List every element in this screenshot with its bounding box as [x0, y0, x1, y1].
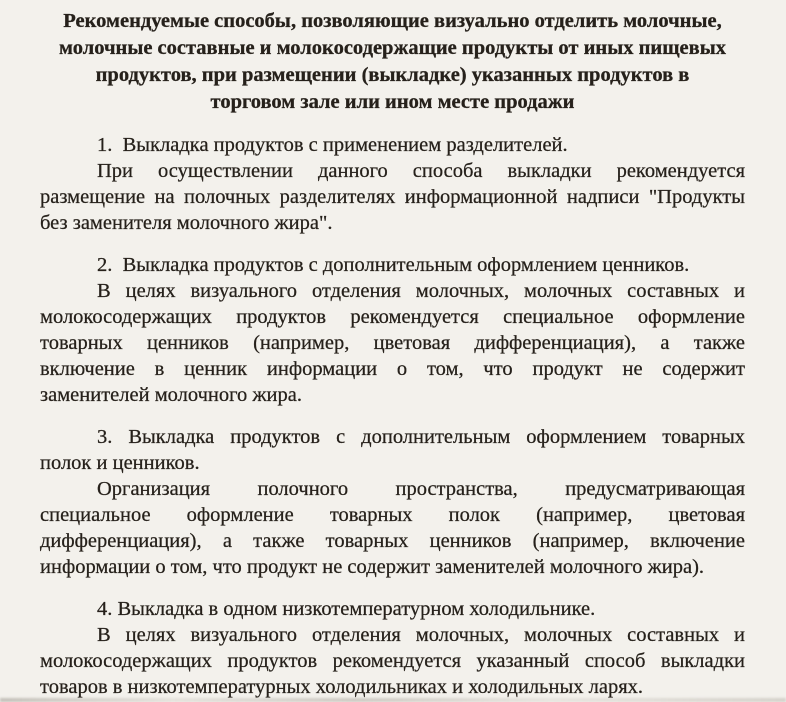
title-line-1: Рекомендуемые способы, позволяющие визуально отделить молочные,: [63, 10, 722, 32]
section-3-body-line-2: специальное оформление товарных полок (например, цветовая: [40, 504, 745, 526]
section-4-body-line-1: В целях визуального отделения молочных, молочных составных и: [97, 624, 745, 646]
section-3-heading-line-2: полок и ценников.: [40, 452, 200, 474]
document-sections: [40, 132, 745, 700]
section-2-heading-line-1: 2. Выкладка продуктов с дополнительным оформлением ценников.: [97, 254, 690, 276]
section-4-body-line-3: товаров в низкотемпературных холодильниках и холодильных ларях.: [40, 676, 644, 698]
section-1: [40, 132, 745, 236]
section-3-heading: [40, 424, 745, 476]
title-line-4: торговом зале или ином месте продажи: [210, 91, 575, 113]
section-4-heading-line-1: 4. Выкладка в одном низкотемпературном холодильнике.: [97, 598, 596, 620]
section-1-heading: [40, 132, 745, 158]
section-2-body-line-4: включение в ценник информации о том, что продукт не содержит: [40, 358, 745, 380]
section-1-body-line-1: При осуществлении данного способа выкладки рекомендуется: [97, 160, 745, 182]
section-2-body-line-5: заменителей молочного жира.: [40, 384, 303, 406]
title-line-3: продуктов, при размещении (выкладке) указанных продуктов в: [95, 64, 690, 86]
section-2-body-line-3: товарных ценников (например, цветовая дифференциация), а также: [40, 332, 745, 354]
section-2-body-line-1: В целях визуального отделения молочных, молочных составных и: [97, 280, 745, 302]
section-2-heading: [40, 252, 745, 278]
scan-artifact-bottom-edge: [0, 698, 786, 702]
section-3-heading-line-1: 3. Выкладка продуктов с дополнительным оформлением товарных: [97, 426, 745, 448]
section-4-heading: [40, 596, 745, 622]
section-4-body: [40, 622, 745, 700]
section-3-body: [40, 476, 745, 580]
section-3-body-line-3: дифференциация), а также товарных ценников (например, включение: [40, 530, 745, 552]
section-3-body-line-4: информации о том, что продукт не содержит заменителей молочного жира).: [40, 556, 705, 578]
section-1-body: [40, 158, 745, 236]
section-1-heading-line-1: 1. Выкладка продуктов с применением разделителей.: [97, 134, 568, 156]
section-3-body-line-1: Организация полочного пространства, предусматривающая: [97, 478, 745, 500]
title-line-2: молочные составные и молокосодержащие продукты от иных пищевых: [59, 37, 726, 59]
section-2-body: [40, 278, 745, 408]
document-title: [40, 8, 745, 116]
section-2: [40, 252, 745, 408]
section-2-body-line-2: молокосодержащих продуктов рекомендуется специальное оформление: [40, 306, 745, 328]
section-3: [40, 424, 745, 580]
section-4-body-line-2: молокосодержащих продуктов рекомендуется указанный способ выкладки: [40, 650, 745, 672]
section-1-body-line-2: размещение на полочных разделителях информационной надписи "Продукты: [40, 186, 745, 208]
section-1-body-line-3: без заменителя молочного жира".: [40, 212, 333, 234]
section-4: [40, 596, 745, 700]
